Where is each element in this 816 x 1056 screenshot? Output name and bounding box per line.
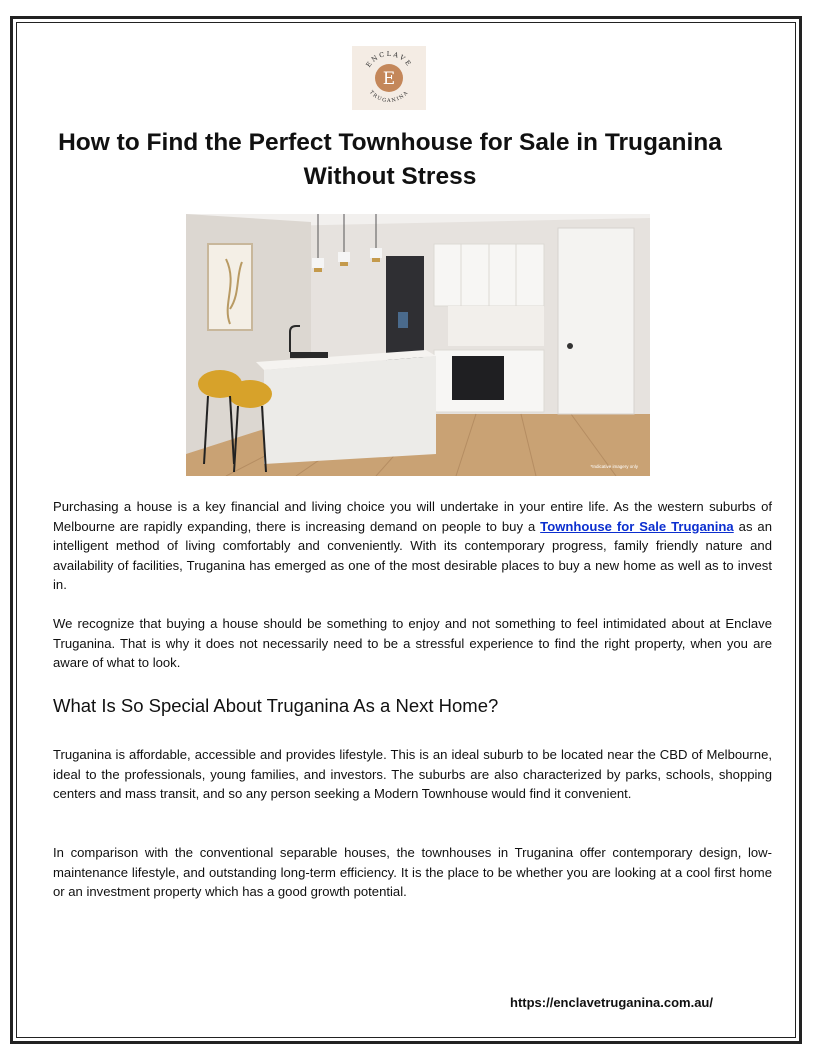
- paragraph-2: We recognize that buying a house should be something to enjoy and not something to feel intimidated about at Enclave Truganina. That is why it does not necessarily need to be a stressful experience to find the right property, when you are aware of what to look.: [53, 616, 772, 670]
- logo-brand-bottom: TRUGANINA: [367, 89, 411, 105]
- townhouse-for-sale-link[interactable]: Townhouse for Sale Truganina: [540, 518, 734, 534]
- section-heading: What Is So Special About Truganina As a Next Home?: [53, 695, 499, 716]
- enclave-logo: [352, 46, 426, 110]
- intro-paragraph: [53, 497, 772, 595]
- page-title-line-2: Without Stress: [303, 163, 477, 190]
- logo-brand-top: ENCLAVE: [364, 49, 414, 69]
- logo-emblem-icon: [352, 46, 426, 110]
- intro-text-before-link: Purchasing a house is a key financial and living choice you will undertake in your entire life. As the western suburbs of Melbourne are rapidly expanding, there is increasing demand on people to buy a: [53, 499, 772, 534]
- kitchen-illustration: [186, 214, 650, 476]
- paragraph-4: In comparison with the conventional separable houses, the townhouses in Truganina offer contemporary design, low-maintenance lifestyle, and outstanding long-term efficiency. It is the place to be whether you are looking at a cool first home or an investment property which has a good growth potential.: [53, 845, 772, 899]
- hero-kitchen-image: [186, 214, 650, 476]
- footer-url[interactable]: https://enclavetruganina.com.au/: [510, 995, 713, 1010]
- logo-letter: E: [382, 69, 396, 89]
- paragraph-3: Truganina is affordable, accessible and provides lifestyle. This is an ideal suburb to be located near the CBD of Melbourne, ideal to the professionals, young families, and investors. The suburbs are also characterized by parks, schools, shopping centers and mass transit, and so any person seeking a Modern Townhouse would find it convenient.: [53, 747, 772, 801]
- intro-text-after-link: as an intelligent method of living comfortably and conveniently. With its contemporary progress, family friendly nature and availability of facilities, Truganina has emerged as one of the most desirable places to buy a new home as well as to invest in.: [53, 518, 772, 592]
- page-title-line-1: How to Find the Perfect Townhouse for Sale in Truganina: [58, 129, 722, 156]
- image-caption: *Indicative imagery only: [590, 464, 638, 469]
- page-title: [30, 126, 750, 194]
